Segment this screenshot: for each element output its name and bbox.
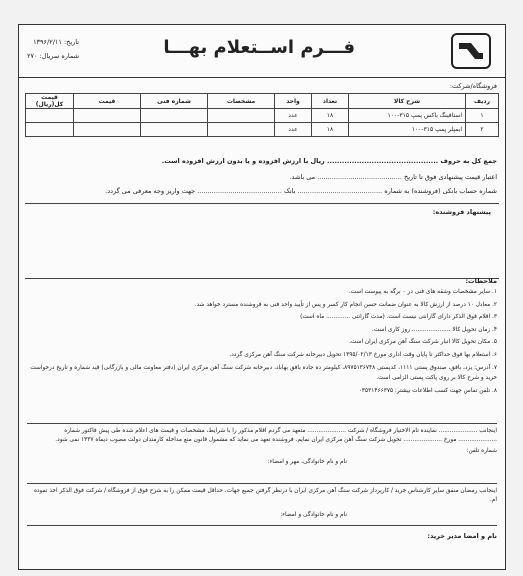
table-cell: استافینگ باکس پمپ ۳۱۵-۱۰۰ [349, 109, 466, 123]
table-cell: عدد [275, 123, 312, 137]
validity-line: اعتبار قیمت پیشنهادی فوق تا تاریخ ......................................... می باشد. [289, 173, 497, 181]
inquiry-form [18, 24, 506, 570]
proposals-box [25, 203, 499, 279]
note-item: ۴. زمان تحویل کالا ..................... روز کاری است. [372, 326, 497, 333]
note-item: ۲. معادل ۱۰ درصد از ارزش کالا به عنوان ضمانت حسن انجام کار کسر و پس از تأیید واحد فنی به فروشنده مسترد خواهد شد. [194, 301, 497, 308]
table-cell [208, 109, 275, 123]
table-header-row [26, 94, 499, 109]
form-header [19, 25, 505, 78]
notes-label: ملاحظات: [465, 277, 497, 285]
total-in-words: جمع کل به حروف ............................................. ریال با ارزش افزوده و یا بدون ارزش افزوده است. [161, 157, 497, 165]
col-header: مشخصات [208, 94, 275, 109]
table-cell: ۱۸ [312, 123, 349, 137]
phone-label: شماره تلفن: [466, 448, 497, 454]
table-cell [141, 123, 208, 137]
col-header: شماره فنی [141, 94, 208, 109]
table-cell: ۲ [466, 123, 499, 137]
note-item: ۵. مکان تحویل کالا انبار شرکت سنگ آهن مرکزی ایران است. [349, 339, 497, 346]
table-cell: عدد [275, 109, 312, 123]
purchase-manager-label: نام و امضا مدیر خرید: [27, 525, 497, 541]
buyer-signature-label: نام و نام خانوادگی و امضاء: [280, 512, 347, 518]
table-cell [141, 109, 208, 123]
note-item: ۳. اقلام فوق الذکر دارای گارانتی نیست است. (مدت گارانتی ............. ماه است) [300, 314, 497, 321]
notes-list [27, 287, 497, 398]
form-meta [27, 35, 79, 63]
table-cell: ۱ [466, 109, 499, 123]
bank-account-line: شماره حساب بانکی (فروشنده) به شماره ......................................... بانک ......................................... جهت واریز وجه معرفی می گردد. [105, 187, 497, 195]
note-item: ۷. آدرس: یزد، بافق، صندوق پستی ۱۱۱۱، کدپستی ۸۹۷۵۱۳۶۷۴۸، کیلومتر ده جاده بافق بهاباد، دبیرخانه شرکت سنگ آهن مرکزی ایران (دفتر معاونت مالی و بازرگانی) قید شماره و تاریخ درخواست خرید و شرح کالا بر روی پاکت پستی الزامی است. [30, 364, 497, 382]
col-header: واحد [275, 94, 312, 109]
col-header: ردیف [466, 94, 499, 109]
table-cell [26, 123, 74, 137]
form-serial: شماره سریال: ۲۷۰ [27, 52, 80, 60]
table-cell [208, 123, 275, 137]
buyer-statement [27, 483, 497, 520]
commitment-text: اینجانب ..................... نماینده تام الاختیار فروشگاه / شرکت ..................... متعهد می گردم اقلام مذکور را با شرایط، مشخصات و قیمت های اعلام شده طی پیش فاکتور شماره ..................... مورخ ..................... تحویل شرکت سنگ آهن مرکزی ایران نمایم. فروشنده تعهد می نماید که مشمول قانون منع مداخله کارمندان دولت مصوب دیماه ۱۳۳۷ نمی شود. [55, 428, 497, 443]
table-cell [74, 123, 141, 137]
form-title: فـــرم اســتعلام بهـــا [163, 37, 355, 58]
table-cell [74, 109, 141, 123]
vendor-signature-label: نام و نام خانوادگی، مهر و امضاء: [267, 459, 347, 465]
proposals-label: پیشنهاد فروشنده: [432, 208, 491, 216]
col-header: شرح کالا [349, 94, 466, 109]
vendor-commitment [27, 423, 497, 467]
items-table [25, 93, 499, 137]
table-row [26, 123, 499, 137]
note-item: ۱. سایر مشخصات وشقه های فنی در ۰ برگه به پیوست است. [348, 289, 497, 295]
table-cell [26, 109, 74, 123]
vendor-label: فروشگاه/شرکت: [449, 82, 497, 90]
table-cell: ایمپلر پمپ ۳۱۵-۱۰۰ [349, 123, 466, 137]
note-item: ۶. استعلام بها فوق حداکثر تا پایان وقت اداری مورخ ۱۳۹۵/۰۲/۱۳ تحویل دبیرخانه شرکت سنگ آهن مرکزی گردد. [229, 351, 497, 358]
form-date: تاریخ: ۱۳۹۶/۲/۱۱ [33, 38, 80, 46]
col-header: قیمت کل(ریال) [26, 94, 74, 109]
table-row [26, 109, 499, 123]
note-item: ۸. تلفن تماس جهت کسب اطلاعات بیشتر: ۰۳۵۳۱۴۶۶۳۷۵ [358, 387, 497, 394]
company-logo-icon [451, 33, 491, 69]
buyer-statement-text: اینجانب رمضان منفق سایر کارشناس خرید / کارپرداز شرکت سنگ آهن مرکزی ایران با درنظر گرفتن جمیع جهات، حداقل قیمت ممکن را به شرح فوق از فروشگاه / شرکت فوق الذکر اخذ نموده ام. [33, 488, 497, 503]
col-header: قیمت [74, 94, 141, 109]
table-cell: ۱۸ [312, 109, 349, 123]
col-header: تعداد [312, 94, 349, 109]
